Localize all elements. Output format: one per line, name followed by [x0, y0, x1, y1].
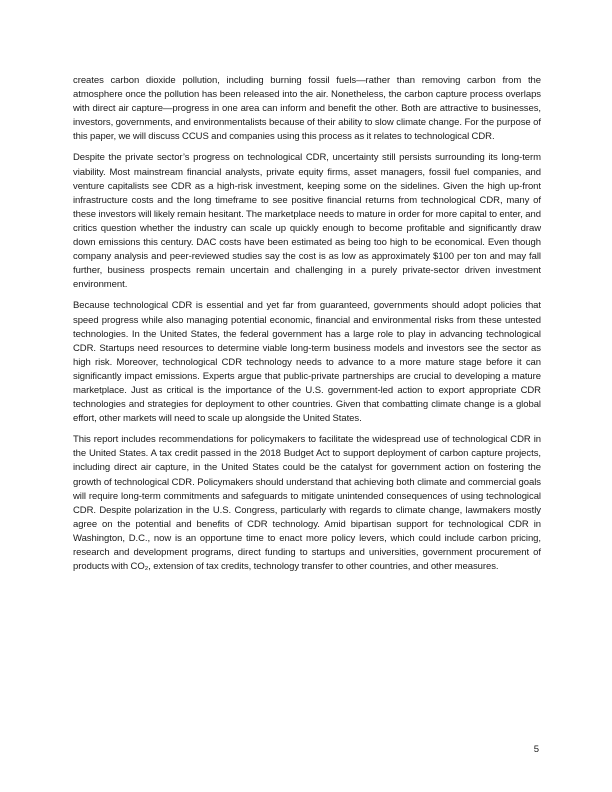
paragraph: Because technological CDR is essential and yet far from guaranteed, governments should adopt policies that speed progress while also managing potential economic, financial and environmental risks from these untested technologies. In the United States, the federal government has a large role to play in advancing technological CDR. Startups need resources to determine viable long-term business models and investors see the sector as high risk. Moreover, technological CDR technology needs to advance to a more mature stage before it can significantly impact emissions. Experts argue that public-private partnerships are crucial to developing a mature marketplace. Just as critical is the importance of the U.S. government-led action to export appropriate CDR technologies and strategies for deployment to other countries. Given that combatting climate change is a global effort, other markets will need to scale up alongside the United States. [73, 300, 541, 425]
paragraph: Despite the private sector’s progress on technological CDR, uncertainty still persists surrounding its long-term viability. Most mainstream financial analysts, private equity firms, asset managers, fossil fuel companies, and venture capitalists see CDR as a high-risk investment, keeping some on the sidelines. Given the high up-front infrastructure costs and the long timeframe to see positive financial returns from technological CDR, many of these investors will likely remain hesitant. The marketplace needs to mature in order for more capital to enter, and critics question whether the industry can scale up quickly enough to become profitable and significantly draw down emissions this century. DAC costs have been estimated as being too high to be economical. Even though company analysis and peer-reviewed studies say the cost is as low as approximately $100 per ton and may fall further, business prospects remain uncertain and challenging in a purely private-sector driven investment environment. [73, 152, 541, 291]
paragraph: This report includes recommendations for policymakers to facilitate the widespread use of technological CDR in the United States. A tax credit passed in the 2018 Budget Act to support deployment of carbon capture projects, including direct air capture, in the United States could be the catalyst for government action on fostering the growth of technological CDR. Policymakers should understand that achieving both climate and commercial goals will require long-term commitments and safeguards to mitigate unintended consequences of using technological CDR. Despite polarization in the U.S. Congress, particularly with regards to climate change, lawmakers mostly agree on the potential and benefits of CDR technology. Amid bipartisan support for technological CDR in Washington, D.C., now is an opportune time to enact more policy levers, which could include carbon pricing, research and development programs, direct funding to startups and universities, government procurement of products with CO₂, extension of tax credits, technology transfer to other countries, and other measures. [73, 434, 541, 573]
body-text [73, 74, 541, 581]
page-number: 5 [533, 744, 539, 755]
paragraph: creates carbon dioxide pollution, including burning fossil fuels—rather than removing carbon from the atmosphere once the pollution has been released into the air. Nonetheless, the carbon capture process overlaps with direct air capture—progress in one area can inform and benefit the other. Both are attractive to businesses, investors, governments, and environmentalists because of their ability to slow climate change. For the purpose of this paper, we will discuss CCUS and companies using this process as it relates to technological CDR. [73, 75, 541, 143]
